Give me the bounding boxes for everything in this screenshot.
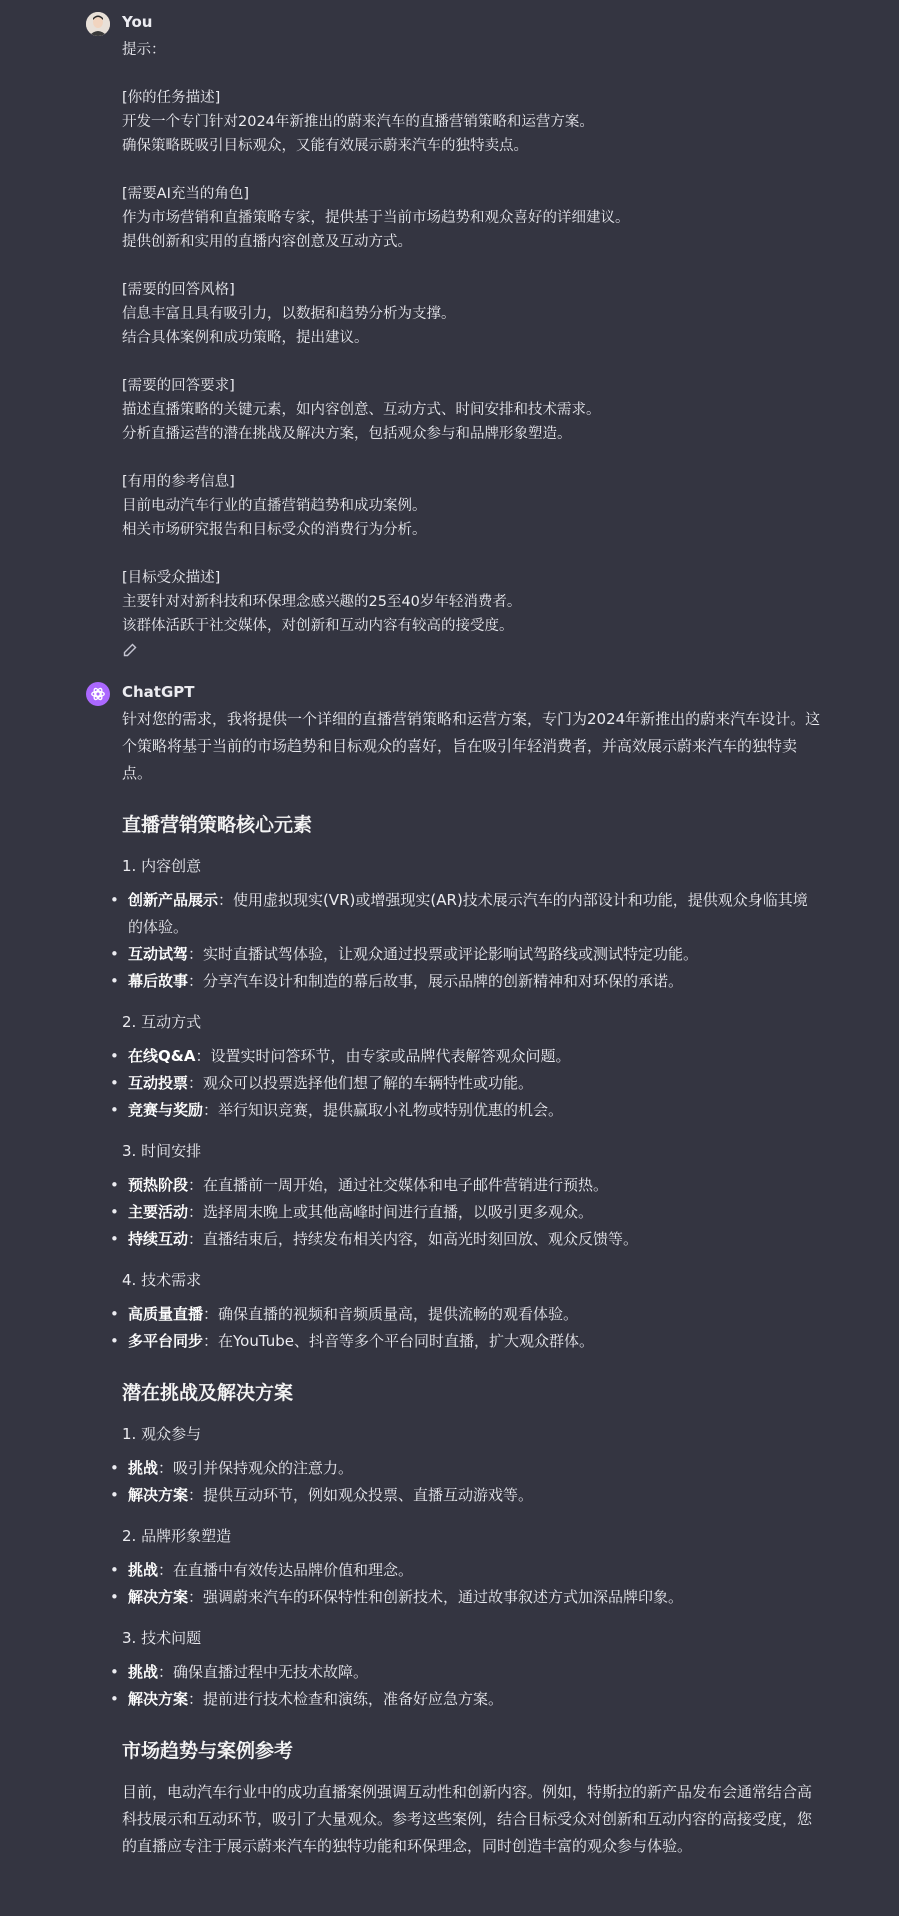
- item-text: ：举行知识竞赛，提供赢取小礼物或特别优惠的机会。: [203, 1101, 564, 1119]
- item-text: ：确保直播过程中无技术故障。: [158, 1663, 369, 1681]
- list-item: [122, 1097, 822, 1124]
- list-item: [122, 1199, 822, 1226]
- item-label: 解决方案: [128, 1486, 189, 1504]
- item-text: ：确保直播的视频和音频质量高，提供流畅的观看体验。: [203, 1305, 579, 1323]
- item-text: ：观众可以投票选择他们想了解的车辆特性或功能。: [188, 1074, 534, 1092]
- item-text: ：实时直播试驾体验，让观众通过投票或评论影响试驾路线或测试特定功能。: [188, 945, 699, 963]
- bullet-list: [122, 1557, 822, 1611]
- group-heading: 2. 互动方式: [122, 1013, 202, 1031]
- item-text: ：提供互动环节，例如观众投票、直播互动游戏等。: [188, 1486, 534, 1504]
- item-label: 挑战: [128, 1663, 159, 1681]
- group-heading: 1. 内容创意: [122, 857, 202, 875]
- list-item: [122, 1226, 822, 1253]
- assistant-name: ChatGPT: [122, 683, 195, 701]
- bullet-list: [122, 1455, 822, 1509]
- item-text: ：在YouTube、抖音等多个平台同时直播，扩大观众群体。: [203, 1332, 595, 1350]
- item-label: 挑战: [128, 1561, 159, 1579]
- list-item: [122, 941, 822, 968]
- list-item: [122, 1584, 822, 1611]
- item-label: 多平台同步: [128, 1332, 204, 1350]
- item-label: 创新产品展示: [128, 891, 219, 909]
- item-label: 互动试驾: [128, 945, 189, 963]
- group-heading: 2. 品牌形象塑造: [122, 1527, 232, 1545]
- section-title-challenges: 潜在挑战及解决方案: [122, 1382, 294, 1404]
- item-text: ：直播结束后，持续发布相关内容，如高光时刻回放、观众反馈等。: [188, 1230, 639, 1248]
- item-label: 解决方案: [128, 1588, 189, 1606]
- item-label: 持续互动: [128, 1230, 189, 1248]
- item-label: 主要活动: [128, 1203, 189, 1221]
- list-item: [122, 1482, 822, 1509]
- list-item: [122, 1043, 822, 1070]
- item-text: ：在直播前一周开始，通过社交媒体和电子邮件营销进行预热。: [188, 1176, 609, 1194]
- bullet-list: [122, 887, 822, 995]
- list-item: [122, 887, 822, 941]
- list-item: [122, 1070, 822, 1097]
- item-label: 预热阶段: [128, 1176, 189, 1194]
- section-title-strategy: 直播营销策略核心元素: [122, 814, 313, 836]
- item-label: 挑战: [128, 1459, 159, 1477]
- list-item: [122, 1659, 822, 1686]
- list-item: [122, 1557, 822, 1584]
- bullet-list: [122, 1659, 822, 1713]
- item-text: ：使用虚拟现实(VR)或增强现实(AR)技术展示汽车的内部设计和功能，提供观众身临其境的体验。: [128, 891, 808, 936]
- list-item: [122, 1455, 822, 1482]
- item-label: 互动投票: [128, 1074, 189, 1092]
- user-name: You: [122, 13, 153, 31]
- bullet-list: [122, 1301, 822, 1355]
- list-item: [122, 1328, 822, 1355]
- item-text: ：设置实时问答环节，由专家或品牌代表解答观众问题。: [195, 1047, 571, 1065]
- user-prompt-text: 提示： [你的任务描述] 开发一个专门针对2024年新推出的蔚来汽车的直播营销策略和运营方案。 确保策略既吸引目标观众，又能有效展示蔚来汽车的独特卖点。 [需要AI充当的角色] 作为市场营销和直播策略专家，提供基于当前市场趋势和观众喜好的详细建议。 提供创新和实用的直播内容创意及互动方式。 [需要的回答风格] 信息丰富且具有吸引力，以数据和趋势分析为支撑。 结合具体案例和成功策略，提出建议。 [需要的回答要求] 描述直播策略的关键元素，如内容创意、互动方式、时间安排和技术需求。 分析直播运营的潜在挑战及解决方案，包括观众参与和品牌形象塑造。 [有用的参考信息] 目前电动汽车行业的直播营销趋势和成功案例。 相关市场研究报告和目标受众的消费行为分析。 [目标受众描述] 主要针对对新科技和环保理念感兴趣的25至40岁年轻消费者。 该群体活跃于社交媒体，对创新和互动内容有较高的接受度。: [122, 42, 630, 634]
- assistant-response: [122, 706, 822, 1860]
- item-label: 竞赛与奖励: [128, 1101, 204, 1119]
- user-avatar: [86, 12, 110, 36]
- group-heading: 3. 时间安排: [122, 1142, 202, 1160]
- item-text: ：吸引并保持观众的注意力。: [158, 1459, 354, 1477]
- item-label: 高质量直播: [128, 1305, 204, 1323]
- list-item: [122, 1301, 822, 1328]
- item-label: 在线Q&A: [128, 1047, 196, 1065]
- item-label: 解决方案: [128, 1690, 189, 1708]
- list-item: [122, 968, 822, 995]
- response-intro: 针对您的需求，我将提供一个详细的直播营销策略和运营方案，专门为2024年新推出的蔚来汽车设计。这个策略将基于当前的市场趋势和目标观众的喜好，旨在吸引年轻消费者，并高效展示蔚来汽车的独特卖点。: [122, 710, 821, 782]
- list-item: [122, 1172, 822, 1199]
- bullet-list: [122, 1172, 822, 1253]
- list-item: [122, 1686, 822, 1713]
- item-text: ：在直播中有效传达品牌价值和理念。: [158, 1561, 414, 1579]
- section-title-trends: 市场趋势与案例参考: [122, 1740, 294, 1762]
- item-text: ：强调蔚来汽车的环保特性和创新技术，通过故事叙述方式加深品牌印象。: [188, 1588, 684, 1606]
- item-text: ：选择周末晚上或其他高峰时间进行直播，以吸引更多观众。: [188, 1203, 594, 1221]
- item-text: ：提前进行技术检查和演练，准备好应急方案。: [188, 1690, 504, 1708]
- bullet-list: [122, 1043, 822, 1124]
- group-heading: 3. 技术问题: [122, 1629, 202, 1647]
- section-trends-text: 目前，电动汽车行业中的成功直播案例强调互动性和创新内容。例如，特斯拉的新产品发布会通常结合高科技展示和互动环节，吸引了大量观众。参考这些案例，结合目标受众对创新和互动内容的高接受度，您的直播应专注于展示蔚来汽车的独特功能和环保理念，同时创造丰富的观众参与体验。: [122, 1783, 813, 1855]
- group-heading: 4. 技术需求: [122, 1271, 202, 1289]
- group-heading: 1. 观众参与: [122, 1425, 202, 1443]
- item-label: 幕后故事: [128, 972, 189, 990]
- item-text: ：分享汽车设计和制造的幕后故事，展示品牌的创新精神和对环保的承诺。: [188, 972, 684, 990]
- edit-icon[interactable]: [122, 642, 140, 660]
- chatgpt-logo-icon: [86, 682, 110, 706]
